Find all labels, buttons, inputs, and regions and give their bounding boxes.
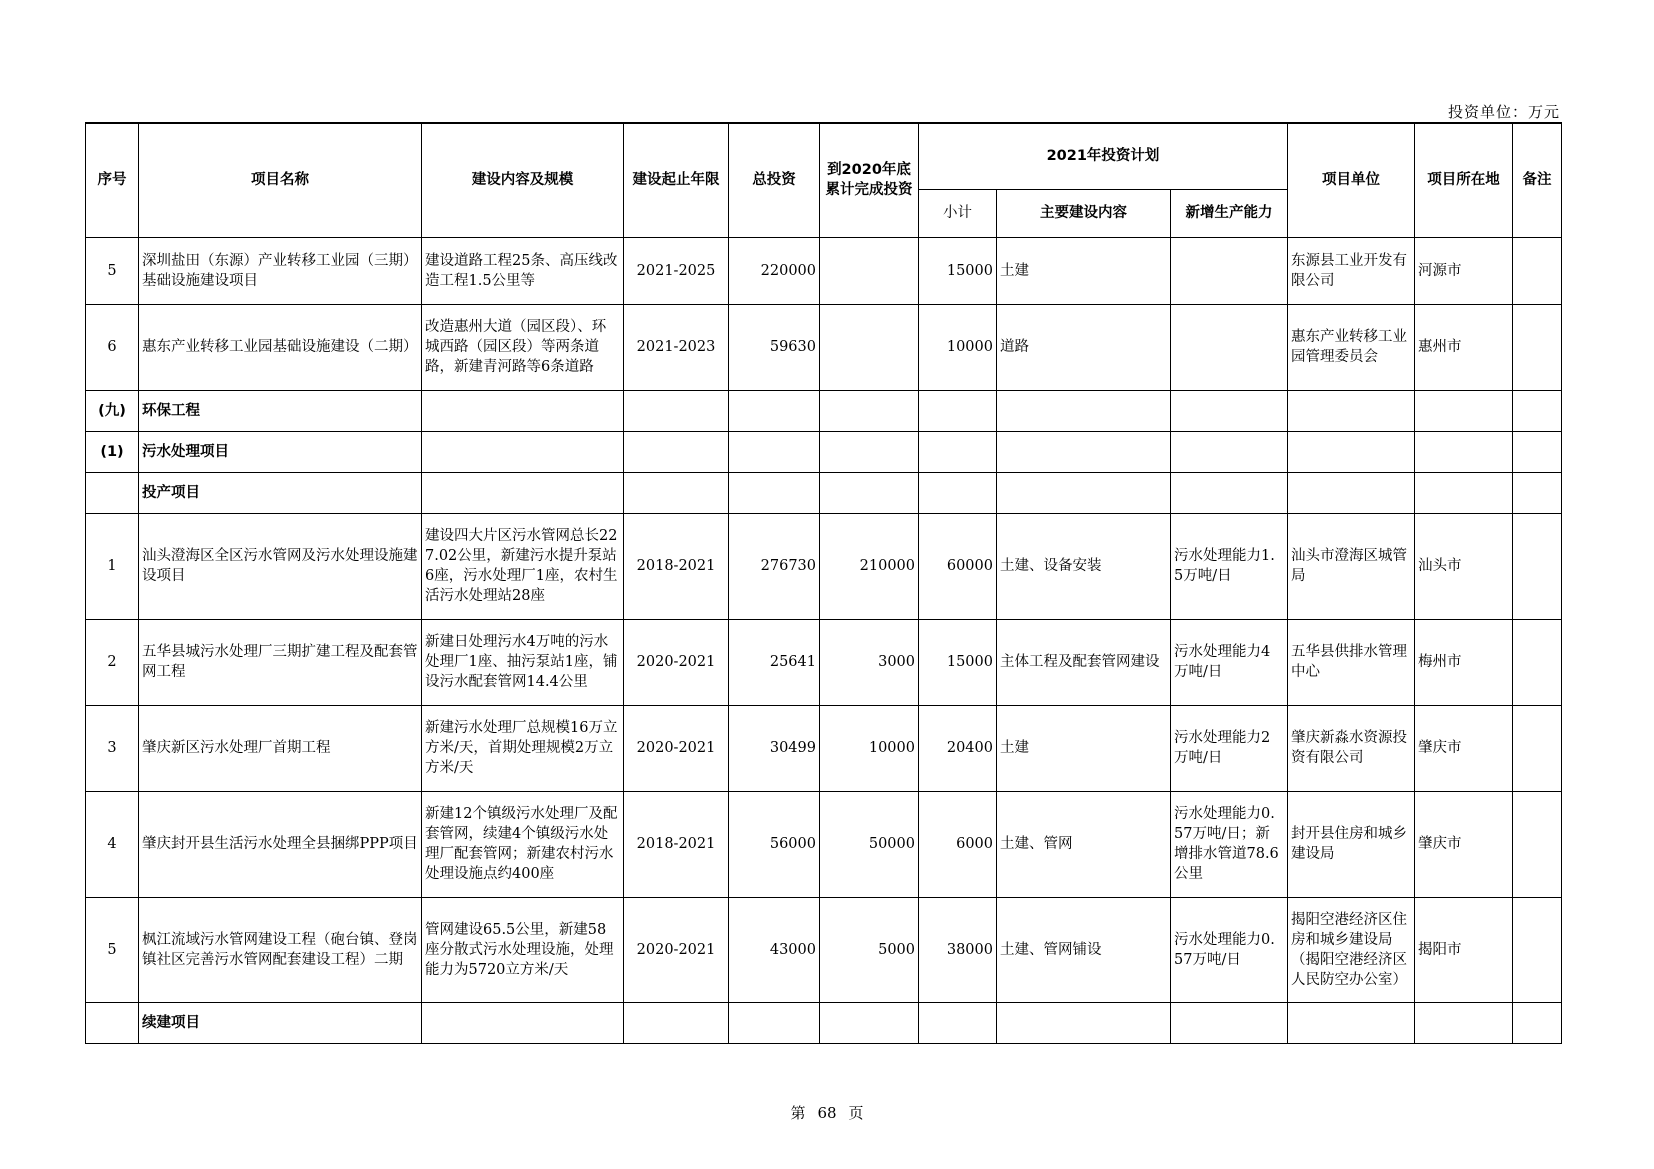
cell-unit: 五华县供排水管理中心: [1288, 619, 1415, 705]
section-row: [86, 390, 1562, 431]
cell-seq: 2: [86, 619, 139, 705]
empty-cell: [997, 390, 1171, 431]
empty-cell: [1288, 1002, 1415, 1043]
cell-period: 2020-2021: [624, 705, 729, 791]
table-row: [86, 791, 1562, 897]
empty-cell: [1513, 390, 1562, 431]
cell-seq: 5: [86, 237, 139, 304]
empty-cell: [1171, 431, 1288, 472]
section-seq: [86, 1002, 139, 1043]
empty-cell: [624, 390, 729, 431]
header-content: 建设内容及规模: [422, 123, 624, 237]
cell-main-content: 土建、管网铺设: [997, 897, 1171, 1002]
cell-remark: [1513, 237, 1562, 304]
cell-location: 惠州市: [1415, 304, 1513, 390]
cell-remark: [1513, 619, 1562, 705]
cell-seq: 4: [86, 791, 139, 897]
header-plan-2021: 2021年投资计划: [919, 123, 1288, 189]
cell-seq: 3: [86, 705, 139, 791]
section-title: 环保工程: [139, 390, 422, 431]
header-remark: 备注: [1513, 123, 1562, 237]
header-total: 总投资: [729, 123, 820, 237]
header-capacity: 新增生产能力: [1171, 189, 1288, 237]
empty-cell: [1415, 431, 1513, 472]
header-cumulative: 到2020年底累计完成投资: [820, 123, 919, 237]
empty-cell: [820, 390, 919, 431]
empty-cell: [997, 472, 1171, 513]
empty-cell: [1513, 472, 1562, 513]
cell-location: 肇庆市: [1415, 791, 1513, 897]
cell-subtotal: 60000: [919, 513, 997, 619]
section-title: 投产项目: [139, 472, 422, 513]
page-number: 第 68 页: [790, 1104, 864, 1122]
table-row: [86, 705, 1562, 791]
cell-location: 梅州市: [1415, 619, 1513, 705]
empty-cell: [1288, 472, 1415, 513]
cell-cumulative: 10000: [820, 705, 919, 791]
empty-cell: [919, 1002, 997, 1043]
cell-content: 新建日处理污水4万吨的污水处理厂1座、抽污泵站1座，铺设污水配套管网14.4公里: [422, 619, 624, 705]
cell-cumulative: 210000: [820, 513, 919, 619]
empty-cell: [820, 472, 919, 513]
header-unit: 项目单位: [1288, 123, 1415, 237]
cell-content: 建设道路工程25条、高压线改造工程1.5公里等: [422, 237, 624, 304]
cell-total: 43000: [729, 897, 820, 1002]
empty-cell: [919, 472, 997, 513]
header-name: 项目名称: [139, 123, 422, 237]
cell-main-content: 主体工程及配套管网建设: [997, 619, 1171, 705]
cell-cumulative: [820, 237, 919, 304]
empty-cell: [997, 431, 1171, 472]
cell-location: 揭阳市: [1415, 897, 1513, 1002]
empty-cell: [919, 390, 997, 431]
cell-cumulative: 5000: [820, 897, 919, 1002]
header-location: 项目所在地: [1415, 123, 1513, 237]
empty-cell: [1171, 472, 1288, 513]
cell-subtotal: 15000: [919, 237, 997, 304]
section-seq: (九): [86, 390, 139, 431]
table-row: [86, 897, 1562, 1002]
header-subtotal: 小计: [919, 189, 997, 237]
cell-total: 30499: [729, 705, 820, 791]
empty-cell: [422, 431, 624, 472]
section-seq: [86, 472, 139, 513]
investment-unit-note: 投资单位：万元: [1447, 103, 1560, 121]
cell-capacity: 污水处理能力0.57万吨/日；新增排水管道78.6公里: [1171, 791, 1288, 897]
cell-name: 深圳盐田（东源）产业转移工业园（三期）基础设施建设项目: [139, 237, 422, 304]
cell-capacity: [1171, 237, 1288, 304]
investment-plan-table: [85, 122, 1562, 1044]
empty-cell: [1415, 1002, 1513, 1043]
empty-cell: [1513, 1002, 1562, 1043]
empty-cell: [624, 431, 729, 472]
cell-capacity: 污水处理能力0.57万吨/日: [1171, 897, 1288, 1002]
cell-total: 56000: [729, 791, 820, 897]
cell-content: 管网建设65.5公里，新建58座分散式污水处理设施，处理能力为5720立方米/天: [422, 897, 624, 1002]
empty-cell: [820, 431, 919, 472]
cell-subtotal: 6000: [919, 791, 997, 897]
cell-subtotal: 15000: [919, 619, 997, 705]
cell-capacity: 污水处理能力1.5万吨/日: [1171, 513, 1288, 619]
cell-location: 肇庆市: [1415, 705, 1513, 791]
cell-subtotal: 38000: [919, 897, 997, 1002]
cell-cumulative: 3000: [820, 619, 919, 705]
empty-cell: [422, 472, 624, 513]
empty-cell: [1415, 472, 1513, 513]
cell-seq: 5: [86, 897, 139, 1002]
cell-subtotal: 10000: [919, 304, 997, 390]
cell-name: 枫江流域污水管网建设工程（砲台镇、登岗镇社区完善污水管网配套建设工程）二期: [139, 897, 422, 1002]
cell-unit: 揭阳空港经济区住房和城乡建设局（揭阳空港经济区人民防空办公室）: [1288, 897, 1415, 1002]
cell-content: 新建污水处理厂总规模16万立方米/天，首期处理规模2万立方米/天: [422, 705, 624, 791]
cell-total: 25641: [729, 619, 820, 705]
table-row: [86, 619, 1562, 705]
cell-capacity: 污水处理能力4万吨/日: [1171, 619, 1288, 705]
cell-seq: 1: [86, 513, 139, 619]
cell-content: 建设四大片区污水管网总长227.02公里，新建污水提升泵站6座，污水处理厂1座，农村生活污水处理站28座: [422, 513, 624, 619]
cell-subtotal: 20400: [919, 705, 997, 791]
cell-name: 汕头澄海区全区污水管网及污水处理设施建设项目: [139, 513, 422, 619]
table-row: [86, 513, 1562, 619]
cell-total: 59630: [729, 304, 820, 390]
cell-main-content: 土建、管网: [997, 791, 1171, 897]
cell-main-content: 土建: [997, 237, 1171, 304]
cell-location: 汕头市: [1415, 513, 1513, 619]
cell-name: 肇庆封开县生活污水处理全县捆绑PPP项目: [139, 791, 422, 897]
cell-unit: 汕头市澄海区城管局: [1288, 513, 1415, 619]
header-main-content: 主要建设内容: [997, 189, 1171, 237]
cell-content: 新建12个镇级污水处理厂及配套管网，续建4个镇级污水处理厂配套管网；新建农村污水处理设施点约400座: [422, 791, 624, 897]
empty-cell: [422, 1002, 624, 1043]
empty-cell: [422, 390, 624, 431]
cell-period: 2020-2021: [624, 897, 729, 1002]
empty-cell: [1171, 390, 1288, 431]
empty-cell: [729, 431, 820, 472]
cell-period: 2020-2021: [624, 619, 729, 705]
cell-cumulative: 50000: [820, 791, 919, 897]
empty-cell: [919, 431, 997, 472]
group-row: [86, 472, 1562, 513]
cell-total: 276730: [729, 513, 820, 619]
cell-main-content: 土建、设备安装: [997, 513, 1171, 619]
cell-capacity: 污水处理能力2万吨/日: [1171, 705, 1288, 791]
cell-seq: 6: [86, 304, 139, 390]
header-period: 建设起止年限: [624, 123, 729, 237]
cell-remark: [1513, 705, 1562, 791]
cell-unit: 肇庆新淼水资源投资有限公司: [1288, 705, 1415, 791]
section-row: [86, 431, 1562, 472]
group-row: [86, 1002, 1562, 1043]
cell-cumulative: [820, 304, 919, 390]
empty-cell: [997, 1002, 1171, 1043]
cell-capacity: [1171, 304, 1288, 390]
cell-remark: [1513, 304, 1562, 390]
cell-period: 2018-2021: [624, 513, 729, 619]
empty-cell: [1513, 431, 1562, 472]
empty-cell: [820, 1002, 919, 1043]
cell-period: 2021-2023: [624, 304, 729, 390]
cell-period: 2021-2025: [624, 237, 729, 304]
section-title: 污水处理项目: [139, 431, 422, 472]
empty-cell: [1415, 390, 1513, 431]
cell-content: 改造惠州大道（园区段）、环城西路（园区段）等两条道路，新建青河路等6条道路: [422, 304, 624, 390]
cell-name: 惠东产业转移工业园基础设施建设（二期）: [139, 304, 422, 390]
section-title: 续建项目: [139, 1002, 422, 1043]
cell-unit: 封开县住房和城乡建设局: [1288, 791, 1415, 897]
empty-cell: [1288, 431, 1415, 472]
table-row: [86, 304, 1562, 390]
cell-name: 五华县城污水处理厂三期扩建工程及配套管网工程: [139, 619, 422, 705]
cell-remark: [1513, 791, 1562, 897]
cell-location: 河源市: [1415, 237, 1513, 304]
cell-remark: [1513, 513, 1562, 619]
cell-remark: [1513, 897, 1562, 1002]
header-seq: 序号: [86, 123, 139, 237]
empty-cell: [729, 390, 820, 431]
cell-name: 肇庆新区污水处理厂首期工程: [139, 705, 422, 791]
cell-unit: 东源县工业开发有限公司: [1288, 237, 1415, 304]
table-row: [86, 237, 1562, 304]
empty-cell: [1171, 1002, 1288, 1043]
empty-cell: [1288, 390, 1415, 431]
cell-total: 220000: [729, 237, 820, 304]
cell-unit: 惠东产业转移工业园管理委员会: [1288, 304, 1415, 390]
cell-main-content: 土建: [997, 705, 1171, 791]
empty-cell: [624, 1002, 729, 1043]
empty-cell: [729, 472, 820, 513]
empty-cell: [729, 1002, 820, 1043]
empty-cell: [624, 472, 729, 513]
cell-main-content: 道路: [997, 304, 1171, 390]
cell-period: 2018-2021: [624, 791, 729, 897]
section-seq: (1): [86, 431, 139, 472]
